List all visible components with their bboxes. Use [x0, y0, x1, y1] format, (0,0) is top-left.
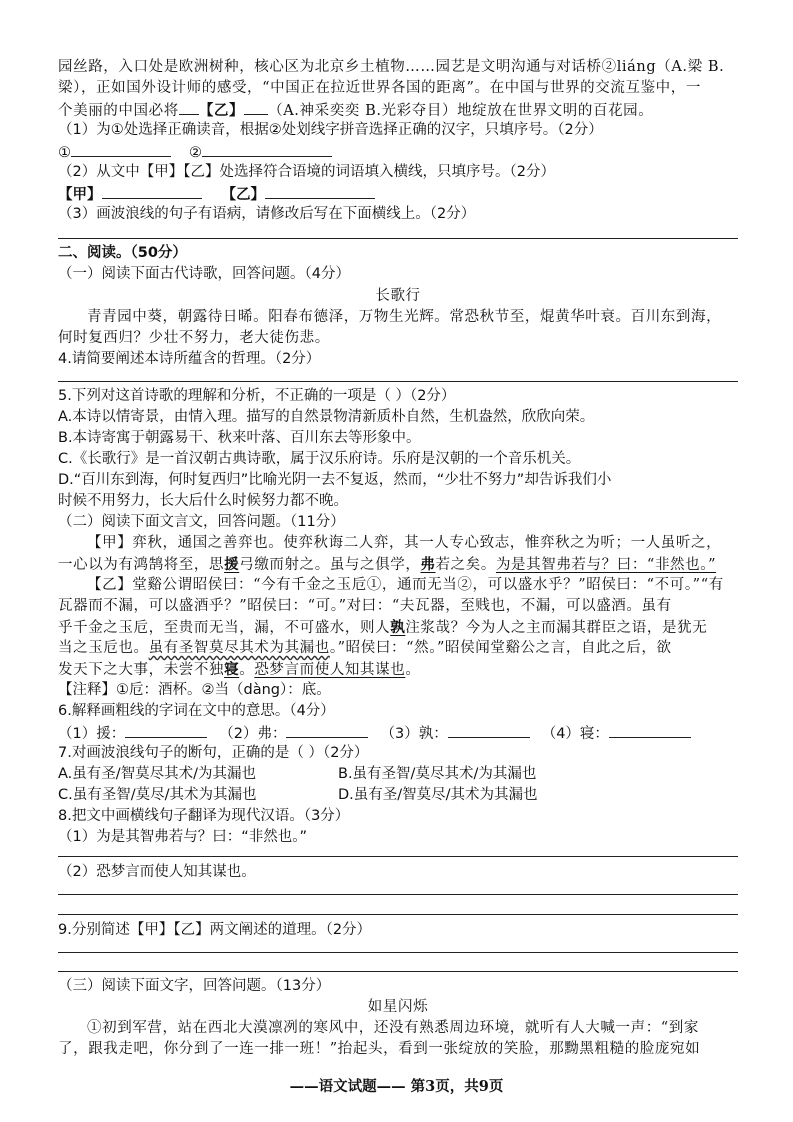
question-8-1: （1）为是其智弗若与？曰：“非然也。”	[58, 829, 307, 845]
article-title: 如星闪烁	[367, 999, 429, 1015]
text-segment: 。	[239, 662, 255, 678]
answer-label: 【甲】	[58, 187, 102, 203]
answer-blank[interactable]	[71, 142, 171, 157]
answer-line[interactable]	[58, 856, 738, 857]
answer-blank[interactable]	[609, 723, 691, 738]
poem-title: 长歌行	[375, 288, 421, 304]
question-2: （2）从文中【甲】【乙】处选择符合语境的词语填入横线，只填序号。（2分）	[58, 164, 555, 180]
answer-blank[interactable]	[102, 184, 202, 199]
text-segment: 发天下之大事，未尝不独	[58, 662, 225, 678]
question-1: （1）为①处选择正确读音，根据②处划线字拼音选择正确的汉字，只填序号。（2分）	[58, 122, 603, 138]
poem-line: 青青园中葵，朝露待日晞。阳春布德泽，万物生光辉。常恐秋节至，焜黄华叶衰。百川东到海，	[87, 309, 722, 325]
passage-yi: 【乙】堂谿公谓昭侯曰：“今有千金之玉卮①，通而无当②，可以盛水乎？”昭侯曰：“不可。”“有	[87, 577, 724, 593]
answer-blank[interactable]	[265, 184, 375, 199]
answer-label: （2）弗：	[219, 726, 287, 742]
passage-yi-cont	[58, 660, 738, 680]
text-segment: 若之矣。	[435, 557, 496, 573]
answer-line[interactable]	[58, 952, 738, 953]
bold-word-fu: 弗	[420, 556, 436, 573]
question-5: 5.下列对这首诗歌的理解和分析，不正确的一项是（ ）（2分）	[58, 388, 456, 404]
text-line: 梁），正如国外设计师的感受，“中国正在拉近世界各国的距离”。在中国与世界的交流互鉴中，一	[58, 80, 701, 96]
answer-blank[interactable]	[448, 723, 530, 738]
answer-label: （4）寝：	[541, 726, 609, 742]
question-9: 9.分别简述【甲】【乙】两文阐述的道理。（2分）	[58, 922, 372, 938]
text-segment: 。”昭侯曰：“然。”昭侯闻堂谿公之言，自此之后，欲	[329, 640, 672, 656]
answer-blank[interactable]	[202, 142, 332, 157]
answer-label: ②	[189, 145, 202, 161]
subsection-heading: （三）阅读下面文字，回答问题。（13分）	[58, 978, 331, 994]
option-a: A.本诗以情寄景，由情入理。描写的自然景物清新质朴自然，生机盎然，欣欣向荣。	[58, 409, 595, 425]
bold-word-yuan: 援	[224, 556, 240, 573]
answer-label: （3）孰：	[380, 726, 448, 742]
bold-word-qin: 寝	[224, 661, 240, 678]
answer-label: （1）援：	[58, 726, 126, 742]
bold-word-shu: 孰	[390, 619, 406, 636]
passage-yi-cont: 瓦器而不漏，可以盛酒乎？”昭侯曰：“可。”对曰：“夫瓦器，至贱也，不漏，可以盛酒。虽有	[58, 598, 672, 614]
subsection-heading: （一）阅读下面古代诗歌，回答问题。（4分）	[58, 266, 350, 282]
underlined-sentence: 为是其智弗若与？曰：“非然也。”	[495, 557, 717, 573]
passage-yi-cont	[58, 618, 738, 638]
text-segment: 弓缴而射之。虽与之俱学，	[239, 557, 421, 573]
answer-blank[interactable]	[125, 723, 207, 738]
option-c[interactable]: C.虽有圣智/莫尽/其术为其漏也	[58, 787, 257, 803]
answer-label: ①	[58, 145, 71, 161]
question-6: 6.解释画粗线的字词在文中的意思。（4分）	[58, 703, 335, 719]
option-c: C.《长歌行》是一首汉朝古典诗歌，属于汉乐府诗。乐府是汉朝的一个音乐机关。	[58, 451, 581, 467]
option-d[interactable]: D.虽有圣/智莫尽/其术为其漏也	[338, 787, 538, 803]
question-7: 7.对画波浪线句子的断句，正确的是（ ）（2分）	[58, 745, 369, 761]
poem-line: 何时复西归？少壮不努力，老大徒伤悲。	[58, 330, 330, 346]
option-b: B.本诗寄寓于朝露易干、秋来叶落、百川东去等形象中。	[58, 430, 421, 446]
answer-label: 【乙】	[221, 187, 265, 203]
option-row	[58, 765, 738, 784]
underlined-sentence: 恐梦言而使人知其谋也	[254, 662, 406, 678]
question-3: （3）画波浪线的句子有语病，请修改后写在下面横线上。（2分）	[58, 206, 476, 222]
passage-jia: 【甲】弈秋，通国之善弈也。使弈秋诲二人弈，其一人专心致志，惟弈秋之为听；一人虽听之，	[87, 535, 722, 551]
text-line: 园丝路，入口处是欧洲树种，核心区为北京乡土植物……园艺是文明沟通与对话桥②liáng（A.梁 B.	[58, 59, 725, 75]
option-a[interactable]: A.虽有圣/智莫尽其术/为其漏也	[58, 766, 257, 782]
question-1-answers	[58, 142, 738, 163]
answer-blank[interactable]	[179, 100, 199, 115]
answer-line[interactable]	[58, 894, 738, 895]
question-2-answers	[58, 184, 738, 205]
annotation: 【注释】①卮：酒杯。②当（dàng）：底。	[58, 682, 331, 698]
blank-label-yi: 【乙】	[198, 102, 245, 119]
text-segment: 个美丽的中国必将	[58, 103, 179, 119]
passage-yi-cont	[58, 639, 738, 658]
text-segment: （A.神采奕奕 B.光彩夺目）地绽放在世界文明的百花园。	[268, 103, 654, 119]
option-row	[58, 786, 738, 805]
answer-line[interactable]	[58, 914, 738, 915]
answer-line[interactable]	[58, 971, 738, 972]
text-segment: 注浆哉？今为人之主而漏其群臣之语，是犹无	[405, 620, 708, 636]
text-segment: 一心以为有鸿鹄将至，思	[58, 557, 225, 573]
answer-line[interactable]	[58, 238, 738, 239]
article-paragraph: ①初到军营，站在西北大漠凛冽的寒风中，还没有熟悉周边环境，就听有人大喊一声：“到家	[87, 1020, 700, 1036]
question-8-2: （2）恐梦言而使人知其谋也。	[58, 864, 256, 880]
option-b[interactable]: B.虽有圣智/莫尽其术/为其漏也	[338, 766, 537, 782]
answer-blank[interactable]	[244, 100, 268, 115]
option-d-cont: 时候不用努力，长大后什么时候努力都不晚。	[58, 493, 348, 509]
article-paragraph-cont: 了，跟我走吧，你分到了一连一排一班！”抬起头，看到一张绽放的笑脸，那黝黑粗糙的脸庞宛如	[58, 1041, 701, 1057]
text-line	[58, 100, 738, 121]
question-6-answers	[58, 723, 738, 744]
answer-blank[interactable]	[286, 723, 368, 738]
question-4: 4.请简要阐述本诗所蕴含的哲理。（2分）	[58, 351, 321, 367]
subsection-heading: （二）阅读下面文言文，回答问题。（11分）	[58, 514, 345, 530]
question-8: 8.把文中画横线句子翻译为现代汉语。（3分）	[58, 808, 350, 824]
answer-line[interactable]	[58, 381, 738, 382]
text-segment: 。	[405, 662, 421, 678]
option-d: D.“百川东到海，何时复西归”比喻光阴一去不复返，然而，“少壮不努力”却告诉我们小	[58, 472, 612, 488]
text-segment: 当之玉卮也。	[58, 640, 149, 656]
page-footer: ——语文试题—— 第3页，共9页	[289, 1078, 504, 1095]
wavy-sentence: 虽有圣智莫尽其术为其漏也	[148, 640, 330, 656]
passage-jia-cont	[58, 555, 738, 575]
text-segment: 乎千金之玉卮，至贵而无当，漏，不可盛水，则人	[58, 620, 391, 636]
section-heading: 二、阅读。（50分）	[58, 245, 187, 261]
